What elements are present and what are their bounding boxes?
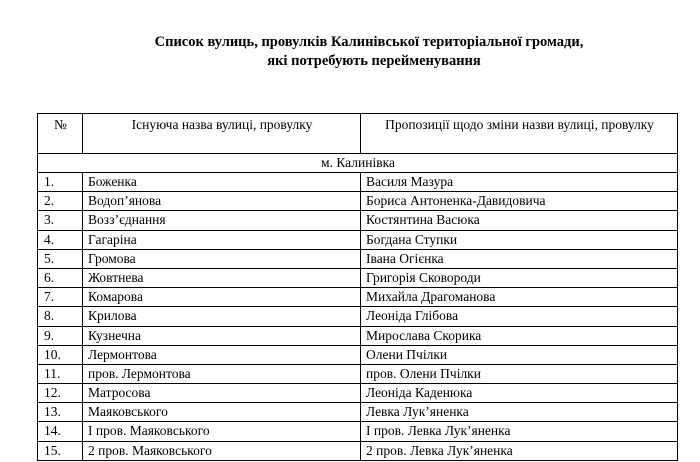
table-row xyxy=(38,384,678,403)
proposed-street-name: Михайла Драгоманова xyxy=(361,288,678,307)
row-number: 8. xyxy=(38,307,83,326)
proposed-street-name: Костянтина Васюка xyxy=(361,211,678,230)
section-row xyxy=(38,154,678,173)
proposed-street-name: Григорія Сковороди xyxy=(361,268,678,287)
table-row xyxy=(38,192,678,211)
section-label: м. Калинівка xyxy=(38,154,678,173)
existing-street-name: Гагаріна xyxy=(83,230,361,249)
row-number: 5. xyxy=(38,249,83,268)
existing-street-name: Боженка xyxy=(83,173,361,192)
table-row xyxy=(38,326,678,345)
row-number: 11. xyxy=(38,364,83,383)
existing-street-name: Комарова xyxy=(83,288,361,307)
row-number: 3. xyxy=(38,211,83,230)
proposed-street-name: Мирослава Скорика xyxy=(361,326,678,345)
existing-street-name: Матросова xyxy=(83,384,361,403)
existing-street-name: Лермонтова xyxy=(83,345,361,364)
proposed-street-name: Олени Пчілки xyxy=(361,345,678,364)
document-title xyxy=(0,33,700,71)
existing-street-name: Громова xyxy=(83,249,361,268)
proposed-street-name: Івана Огієнка xyxy=(361,249,678,268)
table-row xyxy=(38,364,678,383)
header-proposed-name: Пропозиції щодо зміни назви вулиці, провулку xyxy=(361,114,678,154)
streets-table xyxy=(37,113,678,461)
row-number: 12. xyxy=(38,384,83,403)
row-number: 13. xyxy=(38,403,83,422)
existing-street-name: пров. Лермонтова xyxy=(83,364,361,383)
table-row xyxy=(38,268,678,287)
existing-street-name: Жовтнева xyxy=(83,268,361,287)
existing-street-name: Маяковського xyxy=(83,403,361,422)
row-number: 14. xyxy=(38,422,83,441)
proposed-street-name: Леоніда Глібова xyxy=(361,307,678,326)
row-number: 7. xyxy=(38,288,83,307)
table-row xyxy=(38,211,678,230)
row-number: 9. xyxy=(38,326,83,345)
header-existing-name: Існуюча назва вулиці, провулку xyxy=(83,114,361,154)
existing-street-name: Крилова xyxy=(83,307,361,326)
title-line-1: Список вулиць, провулків Калинівської територіальної громади, xyxy=(154,34,584,50)
row-number: 2. xyxy=(38,192,83,211)
row-number: 10. xyxy=(38,345,83,364)
table-row xyxy=(38,441,678,460)
existing-street-name: Возз’єднання xyxy=(83,211,361,230)
existing-street-name: Водоп’янова xyxy=(83,192,361,211)
row-number: 1. xyxy=(38,173,83,192)
table-row xyxy=(38,307,678,326)
table-row xyxy=(38,230,678,249)
table-row xyxy=(38,403,678,422)
row-number: 6. xyxy=(38,268,83,287)
table-row xyxy=(38,422,678,441)
table-row xyxy=(38,345,678,364)
proposed-street-name: Бориса Антоненка-Давидовича xyxy=(361,192,678,211)
proposed-street-name: Василя Мазура xyxy=(361,173,678,192)
existing-street-name: І пров. Маяковського xyxy=(83,422,361,441)
proposed-street-name: Богдана Ступки xyxy=(361,230,678,249)
table-row xyxy=(38,288,678,307)
proposed-street-name: Левка Лук’яненка xyxy=(361,403,678,422)
row-number: 15. xyxy=(38,441,83,460)
proposed-street-name: Леоніда Каденюка xyxy=(361,384,678,403)
proposed-street-name: І пров. Левка Лук’яненка xyxy=(361,422,678,441)
table-header-row xyxy=(38,114,678,154)
existing-street-name: Кузнечна xyxy=(83,326,361,345)
title-line-2: які потребують перейменування xyxy=(267,53,481,69)
header-number: № xyxy=(38,114,83,154)
row-number: 4. xyxy=(38,230,83,249)
table-row xyxy=(38,173,678,192)
table-row xyxy=(38,249,678,268)
proposed-street-name: 2 пров. Левка Лук’яненка xyxy=(361,441,678,460)
existing-street-name: 2 пров. Маяковського xyxy=(83,441,361,460)
proposed-street-name: пров. Олени Пчілки xyxy=(361,364,678,383)
